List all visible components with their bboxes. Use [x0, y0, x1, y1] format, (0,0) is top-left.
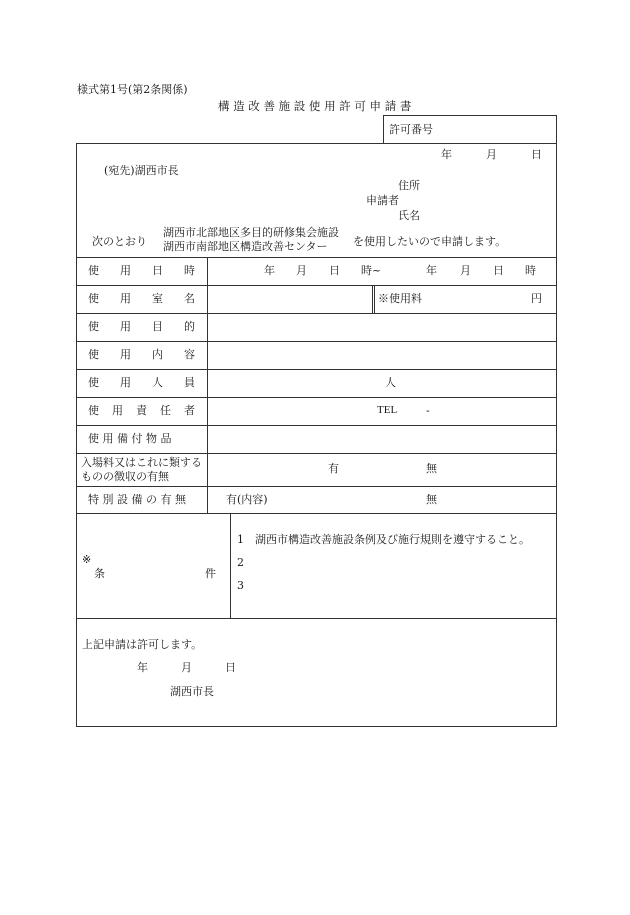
- label-char: 責: [136, 404, 147, 417]
- datetime-from-month: 月: [296, 264, 307, 277]
- row-line: [76, 486, 556, 487]
- label-char: 使: [88, 404, 99, 417]
- equipment-label: 使 用 備 付 物 品: [88, 432, 172, 445]
- special-equipment-label: 特 別 設 備 の 有 無: [88, 493, 186, 506]
- label-char: 日: [152, 264, 163, 277]
- people-field[interactable]: [210, 371, 380, 395]
- condition-item-2-text[interactable]: [255, 557, 545, 570]
- label-column-divider: [207, 257, 208, 513]
- approval-signer: 湖西市長: [170, 685, 214, 698]
- row-line: [76, 513, 556, 514]
- datetime-to-hour: 時: [525, 264, 536, 277]
- fee-column-divider-inner: [374, 285, 375, 313]
- applicant-address-field[interactable]: [425, 177, 550, 192]
- row-line: [76, 341, 556, 342]
- row-line: [76, 369, 556, 370]
- conditions-label-1: 条: [94, 567, 105, 580]
- tel-label: TEL: [377, 404, 398, 416]
- form-title: 構 造 改 善 施 設 使 用 許 可 申 請 書: [218, 99, 412, 113]
- admission-label-line-1: 入場料又はこれに類する: [81, 456, 202, 469]
- manager-name-field[interactable]: [210, 399, 370, 423]
- table-border-right: [556, 115, 557, 726]
- conditions-column-divider: [230, 513, 231, 618]
- label-char: 員: [184, 376, 195, 389]
- permit-box-left: [383, 115, 384, 143]
- label-char: 用: [120, 264, 131, 277]
- datetime-to-year: 年: [426, 264, 437, 277]
- date-month: 月: [486, 148, 497, 161]
- condition-item-1-text: 湖西市構造改善施設条例及び施行規則を遵守すること。: [255, 533, 530, 546]
- statement-facility-2[interactable]: 湖西市南部地区構造改善センター: [163, 240, 328, 253]
- label-char: 容: [184, 348, 195, 361]
- people-unit: 人: [385, 376, 396, 389]
- purpose-field[interactable]: [210, 315, 554, 339]
- conditions-mark: ※: [82, 553, 92, 566]
- addressee: (宛先)湖西市長: [104, 164, 179, 177]
- special-equipment-no-option[interactable]: 無: [426, 493, 437, 506]
- row-line: [76, 425, 556, 426]
- permit-number-label: 許可番号: [389, 123, 433, 136]
- label-char: 的: [184, 320, 195, 333]
- label-char: 使: [88, 376, 99, 389]
- label-char: 室: [152, 292, 163, 305]
- label-char: 目: [152, 320, 163, 333]
- tel-field[interactable]: [400, 399, 550, 423]
- row-line: [76, 313, 556, 314]
- fee-column-divider: [372, 285, 373, 313]
- condition-item-1-number: 1: [237, 533, 244, 546]
- label-char: 用: [120, 320, 131, 333]
- statement-prefix: 次のとおり: [92, 235, 147, 248]
- table-border-top: [76, 143, 556, 144]
- applicant-name-label: 氏名: [398, 209, 420, 222]
- datetime-from-day: 日: [329, 264, 340, 277]
- permit-box-top: [383, 115, 556, 116]
- approval-date-month: 月: [181, 661, 192, 674]
- statement-facility-1[interactable]: 湖西市北部地区多目的研修集会施設: [163, 226, 339, 239]
- permit-number-field[interactable]: [440, 117, 554, 141]
- label-char: 使: [88, 264, 99, 277]
- approval-date-year: 年: [137, 661, 148, 674]
- admission-no-option[interactable]: 無: [426, 462, 437, 475]
- room-field[interactable]: [210, 287, 370, 311]
- label-char: 使: [88, 292, 99, 305]
- label-char: 名: [184, 292, 195, 305]
- admission-label-line-2: ものの徴収の有無: [81, 470, 169, 483]
- condition-item-2-number: 2: [237, 556, 244, 569]
- label-char: 者: [184, 404, 195, 417]
- row-line: [76, 453, 556, 454]
- label-char: 用: [120, 348, 131, 361]
- table-border-left: [76, 143, 77, 726]
- applicant-role-label: 申請者: [366, 194, 399, 207]
- date-year: 年: [441, 148, 452, 161]
- approval-statement: 上記申請は許可します。: [82, 638, 203, 651]
- label-char: 用: [120, 292, 131, 305]
- label-char: 人: [152, 376, 163, 389]
- condition-item-3-number: 3: [237, 579, 244, 592]
- applicant-address-label: 住所: [398, 179, 420, 192]
- datetime-from-hour: 時~: [361, 264, 382, 277]
- admission-yes-option[interactable]: 有: [328, 462, 339, 475]
- row-line: [76, 397, 556, 398]
- label-char: 用: [120, 376, 131, 389]
- row-line: [76, 618, 556, 619]
- form-number: 様式第1号(第2条関係): [77, 83, 188, 96]
- datetime-from-year: 年: [264, 264, 275, 277]
- row-line: [76, 257, 556, 258]
- content-field[interactable]: [210, 343, 554, 367]
- approval-date-day: 日: [225, 661, 236, 674]
- statement-suffix: を使用したいので申請します。: [353, 235, 507, 248]
- label-char: 時: [184, 264, 195, 277]
- conditions-label-2: 件: [205, 567, 216, 580]
- row-line: [76, 285, 556, 286]
- datetime-to-month: 月: [460, 264, 471, 277]
- equipment-field[interactable]: [210, 427, 554, 451]
- condition-item-3-text[interactable]: [255, 580, 545, 593]
- special-equipment-yes-option[interactable]: 有(内容): [226, 493, 268, 506]
- date-day: 日: [531, 148, 542, 161]
- label-char: 任: [160, 404, 171, 417]
- datetime-to-day: 日: [493, 264, 504, 277]
- applicant-name-field[interactable]: [425, 207, 550, 222]
- label-char: 内: [152, 348, 163, 361]
- label-char: 使: [88, 320, 99, 333]
- fee-label: ※使用料: [378, 292, 422, 305]
- label-char: 用: [112, 404, 123, 417]
- fee-unit: 円: [531, 292, 542, 305]
- label-char: 使: [88, 348, 99, 361]
- table-border-bottom: [76, 726, 557, 727]
- tel-dash: -: [426, 404, 430, 417]
